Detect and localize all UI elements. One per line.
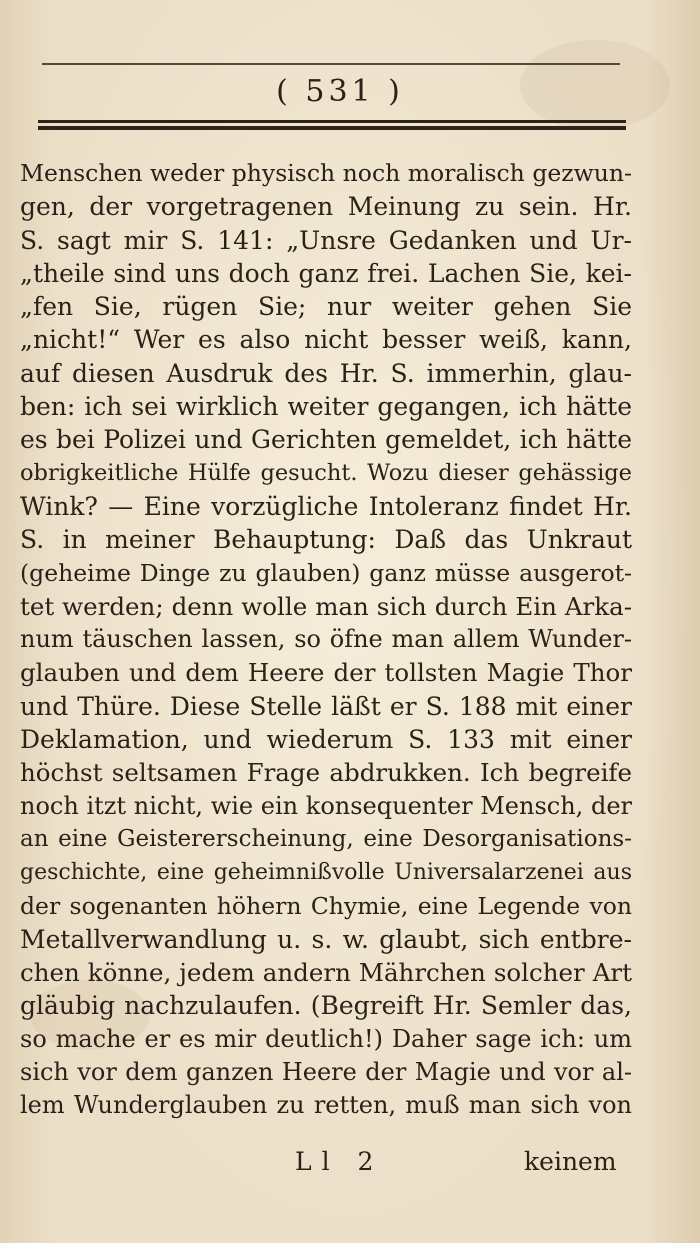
text-line: ben: ich sei wirklich weiter gegangen, ich hätte	[20, 392, 632, 422]
text-line: der sogenanten höhern Chymie, eine Legende von	[20, 891, 632, 920]
text-line: S. in meiner Behauptung: Daß das Unkraut	[20, 525, 632, 555]
text-line: „nicht!“ Wer es also nicht besser weiß, kann,	[20, 325, 632, 355]
text-line: so mache er es mir deutlich!) Daher sage ich: um	[20, 1024, 632, 1053]
footer-catchline	[0, 1142, 700, 1182]
text-line: S. sagt mir S. 141: „Unsre Gedanken und Ur-	[20, 225, 632, 255]
text-line: lem Wunderglauben zu retten, muß man sich von	[20, 1091, 632, 1120]
text-line: (geheime Dinge zu glauben) ganz müsse ausgerot-	[20, 558, 632, 587]
header-rule-double	[38, 120, 626, 131]
text-line: und Thüre. Diese Stelle läßt er S. 188 mit einer	[20, 691, 632, 721]
text-line: sich vor dem ganzen Heere der Magie und vor al-	[20, 1058, 632, 1087]
text-line: tet werden; denn wolle man sich durch Ein Arka-	[20, 591, 632, 621]
signature-mark: Ll 2	[295, 1147, 384, 1176]
page-number: ( 531 )	[276, 74, 404, 109]
text-line: obrigkeitliche Hülfe gesucht. Wozu dieser gehässige	[20, 459, 632, 486]
header-rule-thin	[42, 63, 620, 65]
text-line: Deklamation, und wiederum S. 133 mit einer	[20, 725, 632, 755]
text-line: höchst seltsamen Frage abdrukken. Ich begreife	[20, 758, 632, 788]
text-line: noch itzt nicht, wie ein konsequenter Mensch, der	[20, 791, 632, 820]
catchword: keinem	[524, 1147, 617, 1176]
text-line: Wink? — Eine vorzügliche Intoleranz findet Hr.	[20, 491, 632, 521]
text-line: an eine Geistererscheinung, eine Desorganisations-	[20, 825, 632, 852]
text-line: glauben und dem Heere der tollsten Magie Thor	[20, 658, 632, 688]
text-line: num täuschen lassen, so öfne man allem Wunder-	[20, 625, 632, 654]
text-line: geschichte, eine geheimnißvolle Universalarzenei aus	[20, 860, 632, 886]
text-line: gläubig nachzulaufen. (Begreift Hr. Semler das,	[20, 991, 632, 1021]
text-line: chen könne, jedem andern Mährchen solcher Art	[20, 958, 632, 988]
text-line: „theile sind uns doch ganz frei. Lachen Sie, kei-	[20, 258, 632, 288]
text-line: Menschen weder physisch noch moralisch gezwun-	[20, 159, 632, 187]
text-line: gen, der vorgetragenen Meinung zu sein. Hr.	[20, 192, 632, 222]
text-line: auf diesen Ausdruk des Hr. S. immerhin, glau-	[20, 358, 632, 388]
text-line: Metallverwandlung u. s. w. glaubt, sich entbre-	[20, 924, 632, 954]
body-text	[20, 157, 632, 1123]
text-line: „fen Sie, rügen Sie; nur weiter gehen Sie	[20, 292, 632, 322]
text-line: es bei Polizei und Gerichten gemeldet, ich hätte	[20, 425, 632, 455]
